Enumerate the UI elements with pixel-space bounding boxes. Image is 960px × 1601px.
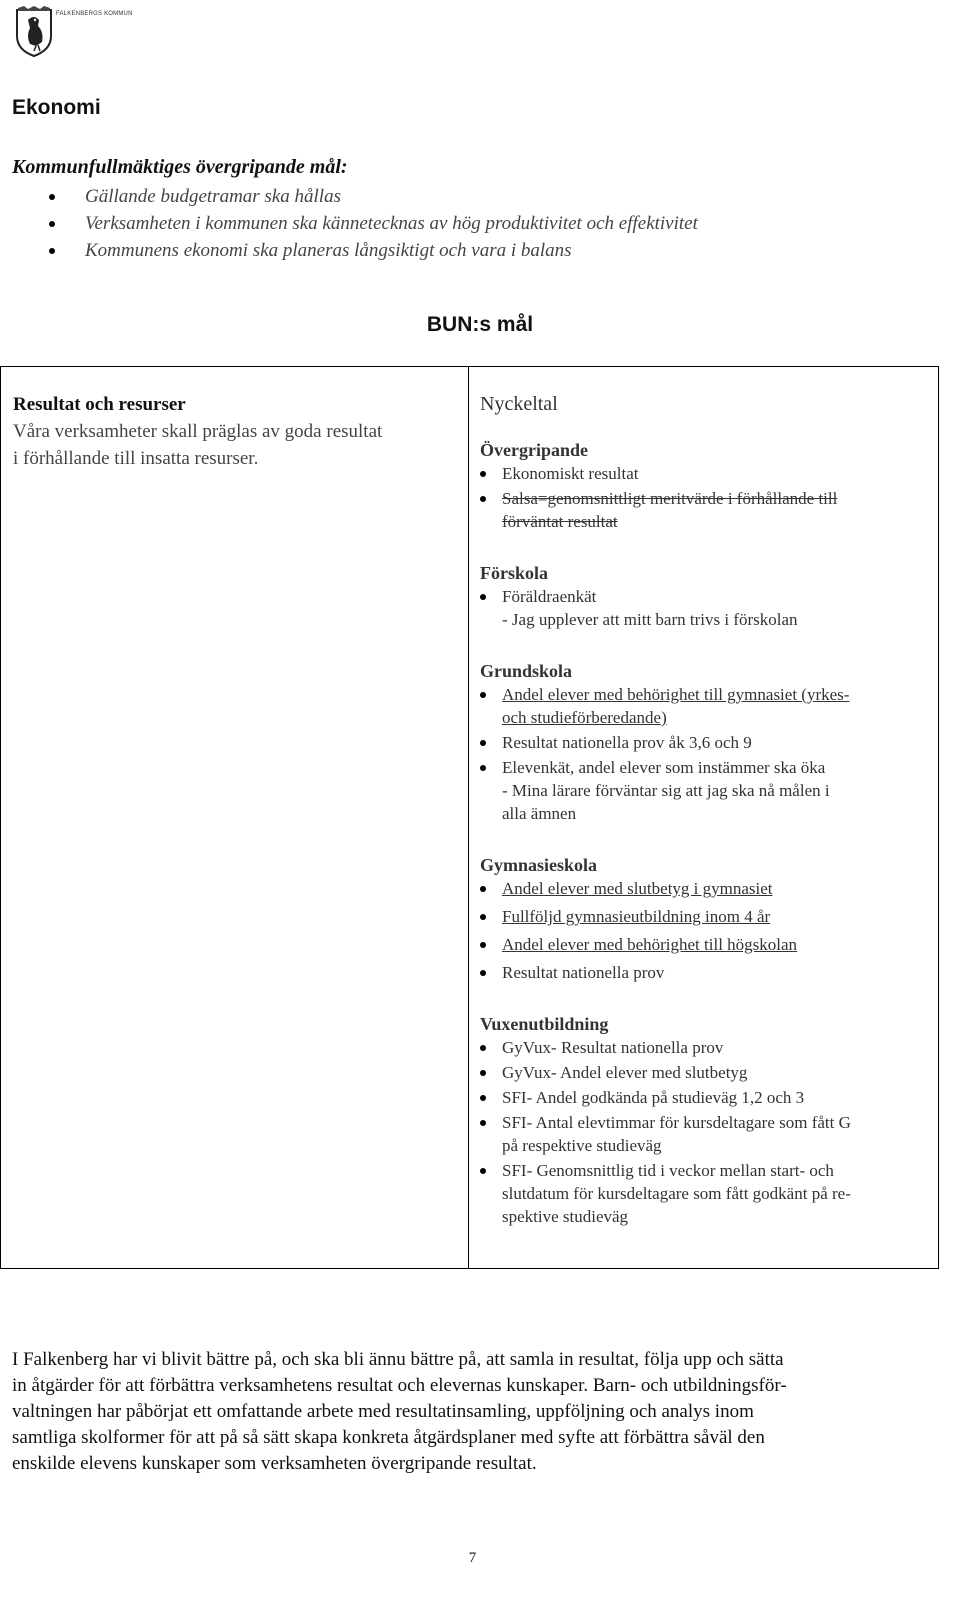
item-text: Resultat nationella prov xyxy=(502,963,665,982)
list-item xyxy=(480,756,925,825)
item-subtext: alla ämnen xyxy=(502,804,577,823)
falcon-coat-of-arms-icon xyxy=(14,6,54,58)
item-text: på respektive studieväg xyxy=(502,1136,662,1155)
item-text: spektive studieväg xyxy=(502,1207,629,1226)
item-text: SFI- Genomsnittlig tid i veckor mellan start- och xyxy=(502,1161,834,1180)
group-title-forskola: Förskola xyxy=(480,563,549,583)
group-list-forskola xyxy=(480,585,925,631)
paragraph-line: I Falkenberg har vi blivit bättre på, och ska bli ännu bättre på, att samla in resultat, följa upp och sätta xyxy=(12,1349,784,1370)
paragraph-line: in åtgärder för att förbättra verksamhetens resultat och elevernas kunskaper. Barn- och utbildningsför- xyxy=(12,1375,787,1396)
item-text: Fullföljd gymnasieutbildning inom 4 år xyxy=(502,907,771,926)
list-item-underlined xyxy=(480,877,925,900)
left-cell-line: Våra verksamheter skall präglas av goda resultat xyxy=(13,421,383,442)
page-number: 7 xyxy=(468,1550,477,1566)
item-subtext: - Mina lärare förväntar sig att jag ska nå målen i xyxy=(502,781,830,800)
goals-heading: Kommunfullmäktiges övergripande mål: xyxy=(12,156,348,178)
item-text: Salsa=genomsnittligt meritvärde i förhållande till xyxy=(502,489,838,508)
list-item-underlined xyxy=(480,933,925,956)
municipality-logo xyxy=(14,6,133,58)
left-cell-title: Resultat och resurser xyxy=(13,394,186,415)
logo-text: FALKENBERGS KOMMUN xyxy=(56,11,133,17)
list-item xyxy=(480,585,925,631)
goal-item: Kommunens ekonomi ska planeras långsiktigt och vara i balans xyxy=(12,237,912,264)
list-item xyxy=(480,1111,925,1157)
list-item xyxy=(480,1159,925,1228)
list-item-struck xyxy=(480,487,925,533)
item-text: Resultat nationella prov åk 3,6 och 9 xyxy=(502,733,752,752)
list-item xyxy=(480,462,925,485)
key-figures-title: Nyckeltal xyxy=(480,393,558,415)
list-item xyxy=(480,1086,925,1109)
list-item-underlined xyxy=(480,905,925,928)
left-cell-line: i förhållande till insatta resurser. xyxy=(13,448,259,469)
goals-list xyxy=(12,183,912,264)
item-text: förväntat resultat xyxy=(502,512,618,531)
list-item xyxy=(480,1036,925,1059)
item-text: GyVux- Andel elever med slutbetyg xyxy=(502,1063,748,1082)
item-text: och studieförberedande) xyxy=(502,708,667,727)
paragraph-line: valtningen har påbörjat ett omfattande arbete med resultatinsamling, uppföljning och analys inom xyxy=(12,1401,754,1422)
table-right-cell xyxy=(480,391,925,1230)
item-text: GyVux- Resultat nationella prov xyxy=(502,1038,724,1057)
paragraph-line: samtliga skolformer för att på så sätt skapa konkreta åtgärdsplaner med syfte att förbättra såväl den xyxy=(12,1427,765,1448)
item-subtext: - Jag upplever att mitt barn trivs i förskolan xyxy=(502,610,798,629)
paragraph-line: enskilde elevens kunskaper som verksamheten övergripande resultat. xyxy=(12,1453,537,1474)
list-item xyxy=(480,961,925,984)
group-title-gymnasieskola: Gymnasieskola xyxy=(480,855,598,875)
section-title: Ekonomi xyxy=(12,96,101,119)
group-list-gymnasieskola xyxy=(480,877,925,984)
goal-item: Gällande budgetramar ska hållas xyxy=(12,183,912,210)
body-paragraph xyxy=(12,1347,930,1477)
goal-item: Verksamheten i kommunen ska kännetecknas av hög produktivitet och effektivitet xyxy=(12,210,912,237)
list-item-underlined xyxy=(480,683,925,729)
goals-table xyxy=(0,366,939,1269)
council-goals xyxy=(12,154,912,264)
group-list-vuxenutbildning xyxy=(480,1036,925,1228)
item-text: slutdatum för kursdeltagare som fått godkänt på re- xyxy=(502,1184,851,1203)
group-list-overgripande xyxy=(480,462,925,533)
group-list-grundskola xyxy=(480,683,925,825)
item-text: Andel elever med behörighet till gymnasiet (yrkes- xyxy=(502,685,850,704)
list-item xyxy=(480,1061,925,1084)
group-title-vuxenutbildning: Vuxenutbildning xyxy=(480,1014,609,1034)
item-text: Andel elever med behörighet till högskolan xyxy=(502,935,798,954)
list-item xyxy=(480,731,925,754)
item-text: SFI- Andel godkända på studieväg 1,2 och 3 xyxy=(502,1088,805,1107)
item-text: SFI- Antal elevtimmar för kursdeltagare som fått G xyxy=(502,1113,851,1132)
item-text: Ekonomiskt resultat xyxy=(502,464,639,483)
group-title-overgripande: Övergripande xyxy=(480,440,588,460)
table-left-cell xyxy=(1,367,469,1268)
bun-goals-title: BUN:s mål xyxy=(426,313,534,336)
item-text: Föräldraenkät xyxy=(502,587,597,606)
item-text: Andel elever med slutbetyg i gymnasiet xyxy=(502,879,773,898)
item-text: Elevenkät, andel elever som instämmer ska öka xyxy=(502,758,826,777)
group-title-grundskola: Grundskola xyxy=(480,661,573,681)
